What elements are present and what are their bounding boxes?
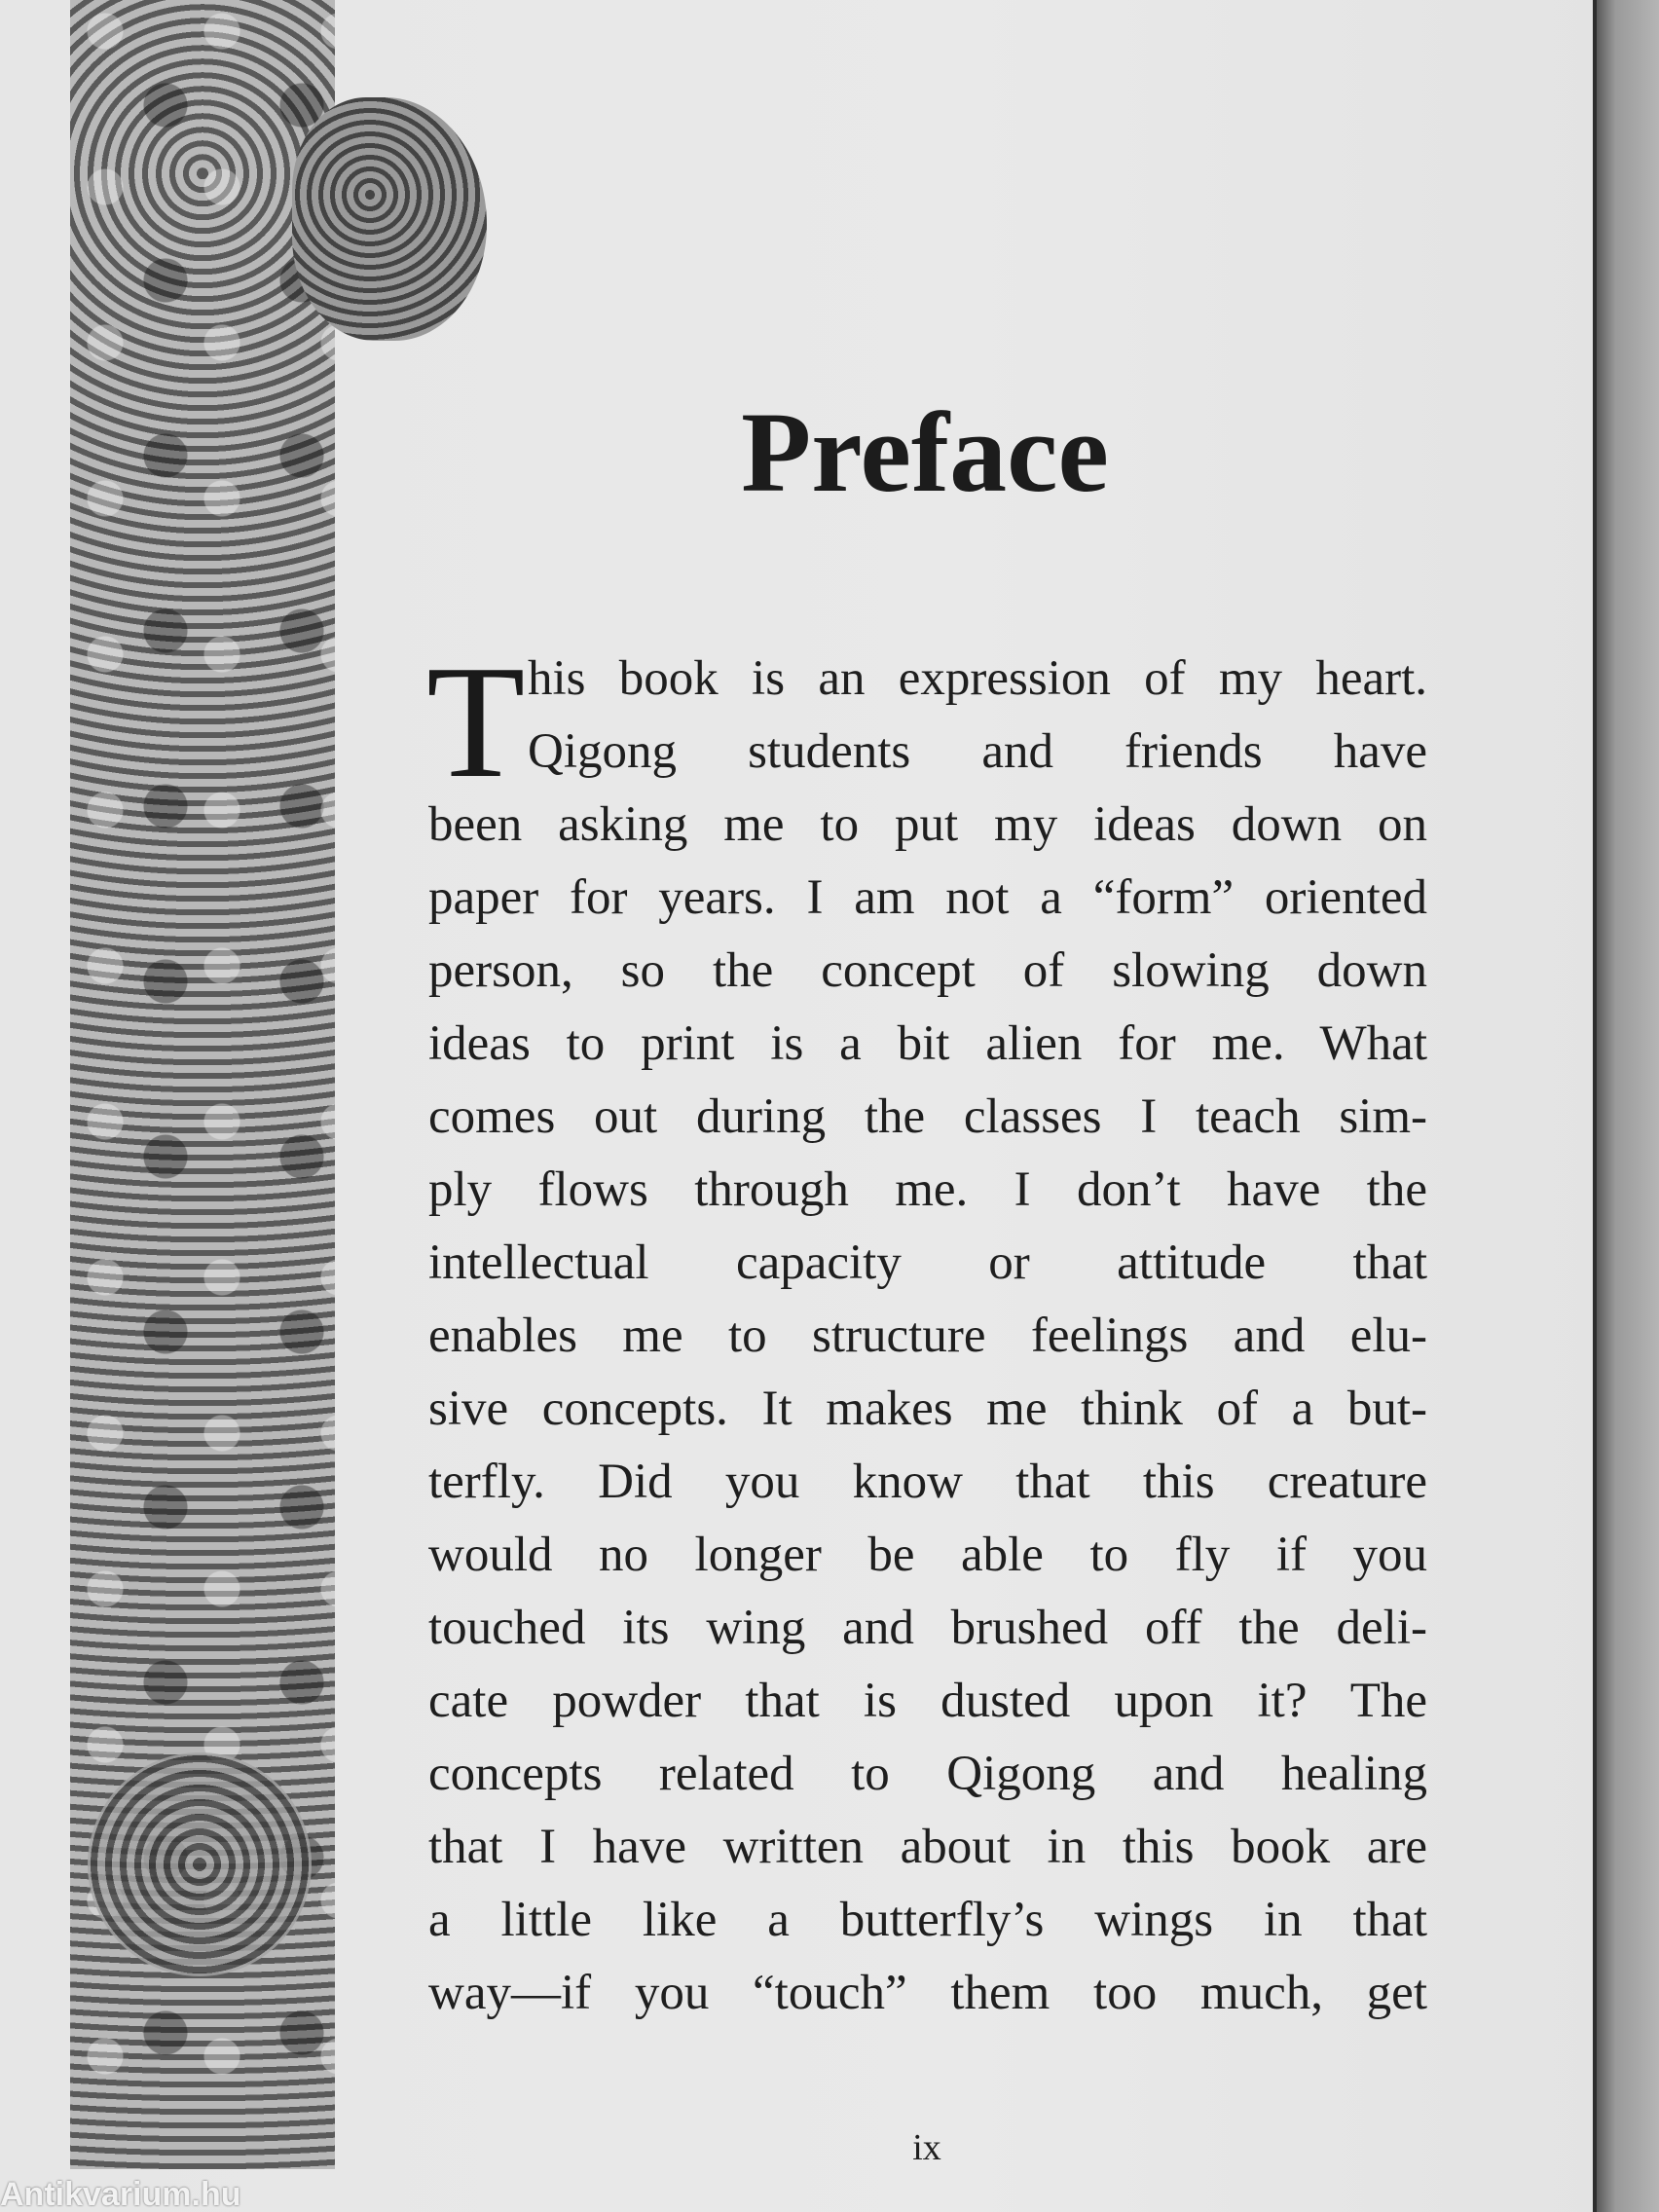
text-line: ply flows through me. I don’t have the (428, 1162, 1427, 1217)
preface-paragraph (426, 632, 1427, 2030)
text-line: comes out during the classes I teach sim- (428, 1089, 1427, 1144)
reverse-side-show-through (370, 0, 1606, 643)
text-line: way—if you “touch” them too much, get (428, 1966, 1427, 2020)
ornament-flourish-icon (292, 97, 487, 341)
text-line: terfly. Did you know that this creature (428, 1455, 1427, 1509)
text-line: his book is an expression of my heart. (528, 651, 1427, 706)
text-line: been asking me to put my ideas down on (428, 797, 1427, 852)
watermark: Antikvarium.hu (0, 2177, 241, 2212)
text-line: a little like a butterfly’s wings in that (428, 1893, 1427, 1947)
opening-lines (426, 632, 1427, 811)
text-line: cate powder that is dusted upon it? The (428, 1674, 1427, 1728)
text-line: Qigong students and friends have (528, 724, 1427, 779)
page-title: Preface (741, 388, 1109, 516)
text-line: concepts related to Qigong and healing (428, 1747, 1427, 1801)
text-line: touched its wing and brushed off the deli- (428, 1601, 1427, 1655)
binding-shadow (1597, 0, 1659, 2212)
page-number: ix (912, 2127, 941, 2168)
ornament-medallion-icon (88, 1752, 312, 1976)
text-line: person, so the concept of slowing down (428, 943, 1427, 998)
drop-cap: T (426, 632, 526, 811)
text-line: paper for years. I am not a “form” oriented (428, 870, 1427, 925)
text-line: would no longer be able to fly if you (428, 1528, 1427, 1582)
text-line: ideas to print is a bit alien for me. What (428, 1016, 1427, 1071)
text-line: that I have written about in this book are (428, 1820, 1427, 1874)
text-line: enables me to structure feelings and elu- (428, 1309, 1427, 1363)
text-line: sive concepts. It makes me think of a but- (428, 1382, 1427, 1436)
text-line: intellectual capacity or attitude that (428, 1235, 1427, 1290)
